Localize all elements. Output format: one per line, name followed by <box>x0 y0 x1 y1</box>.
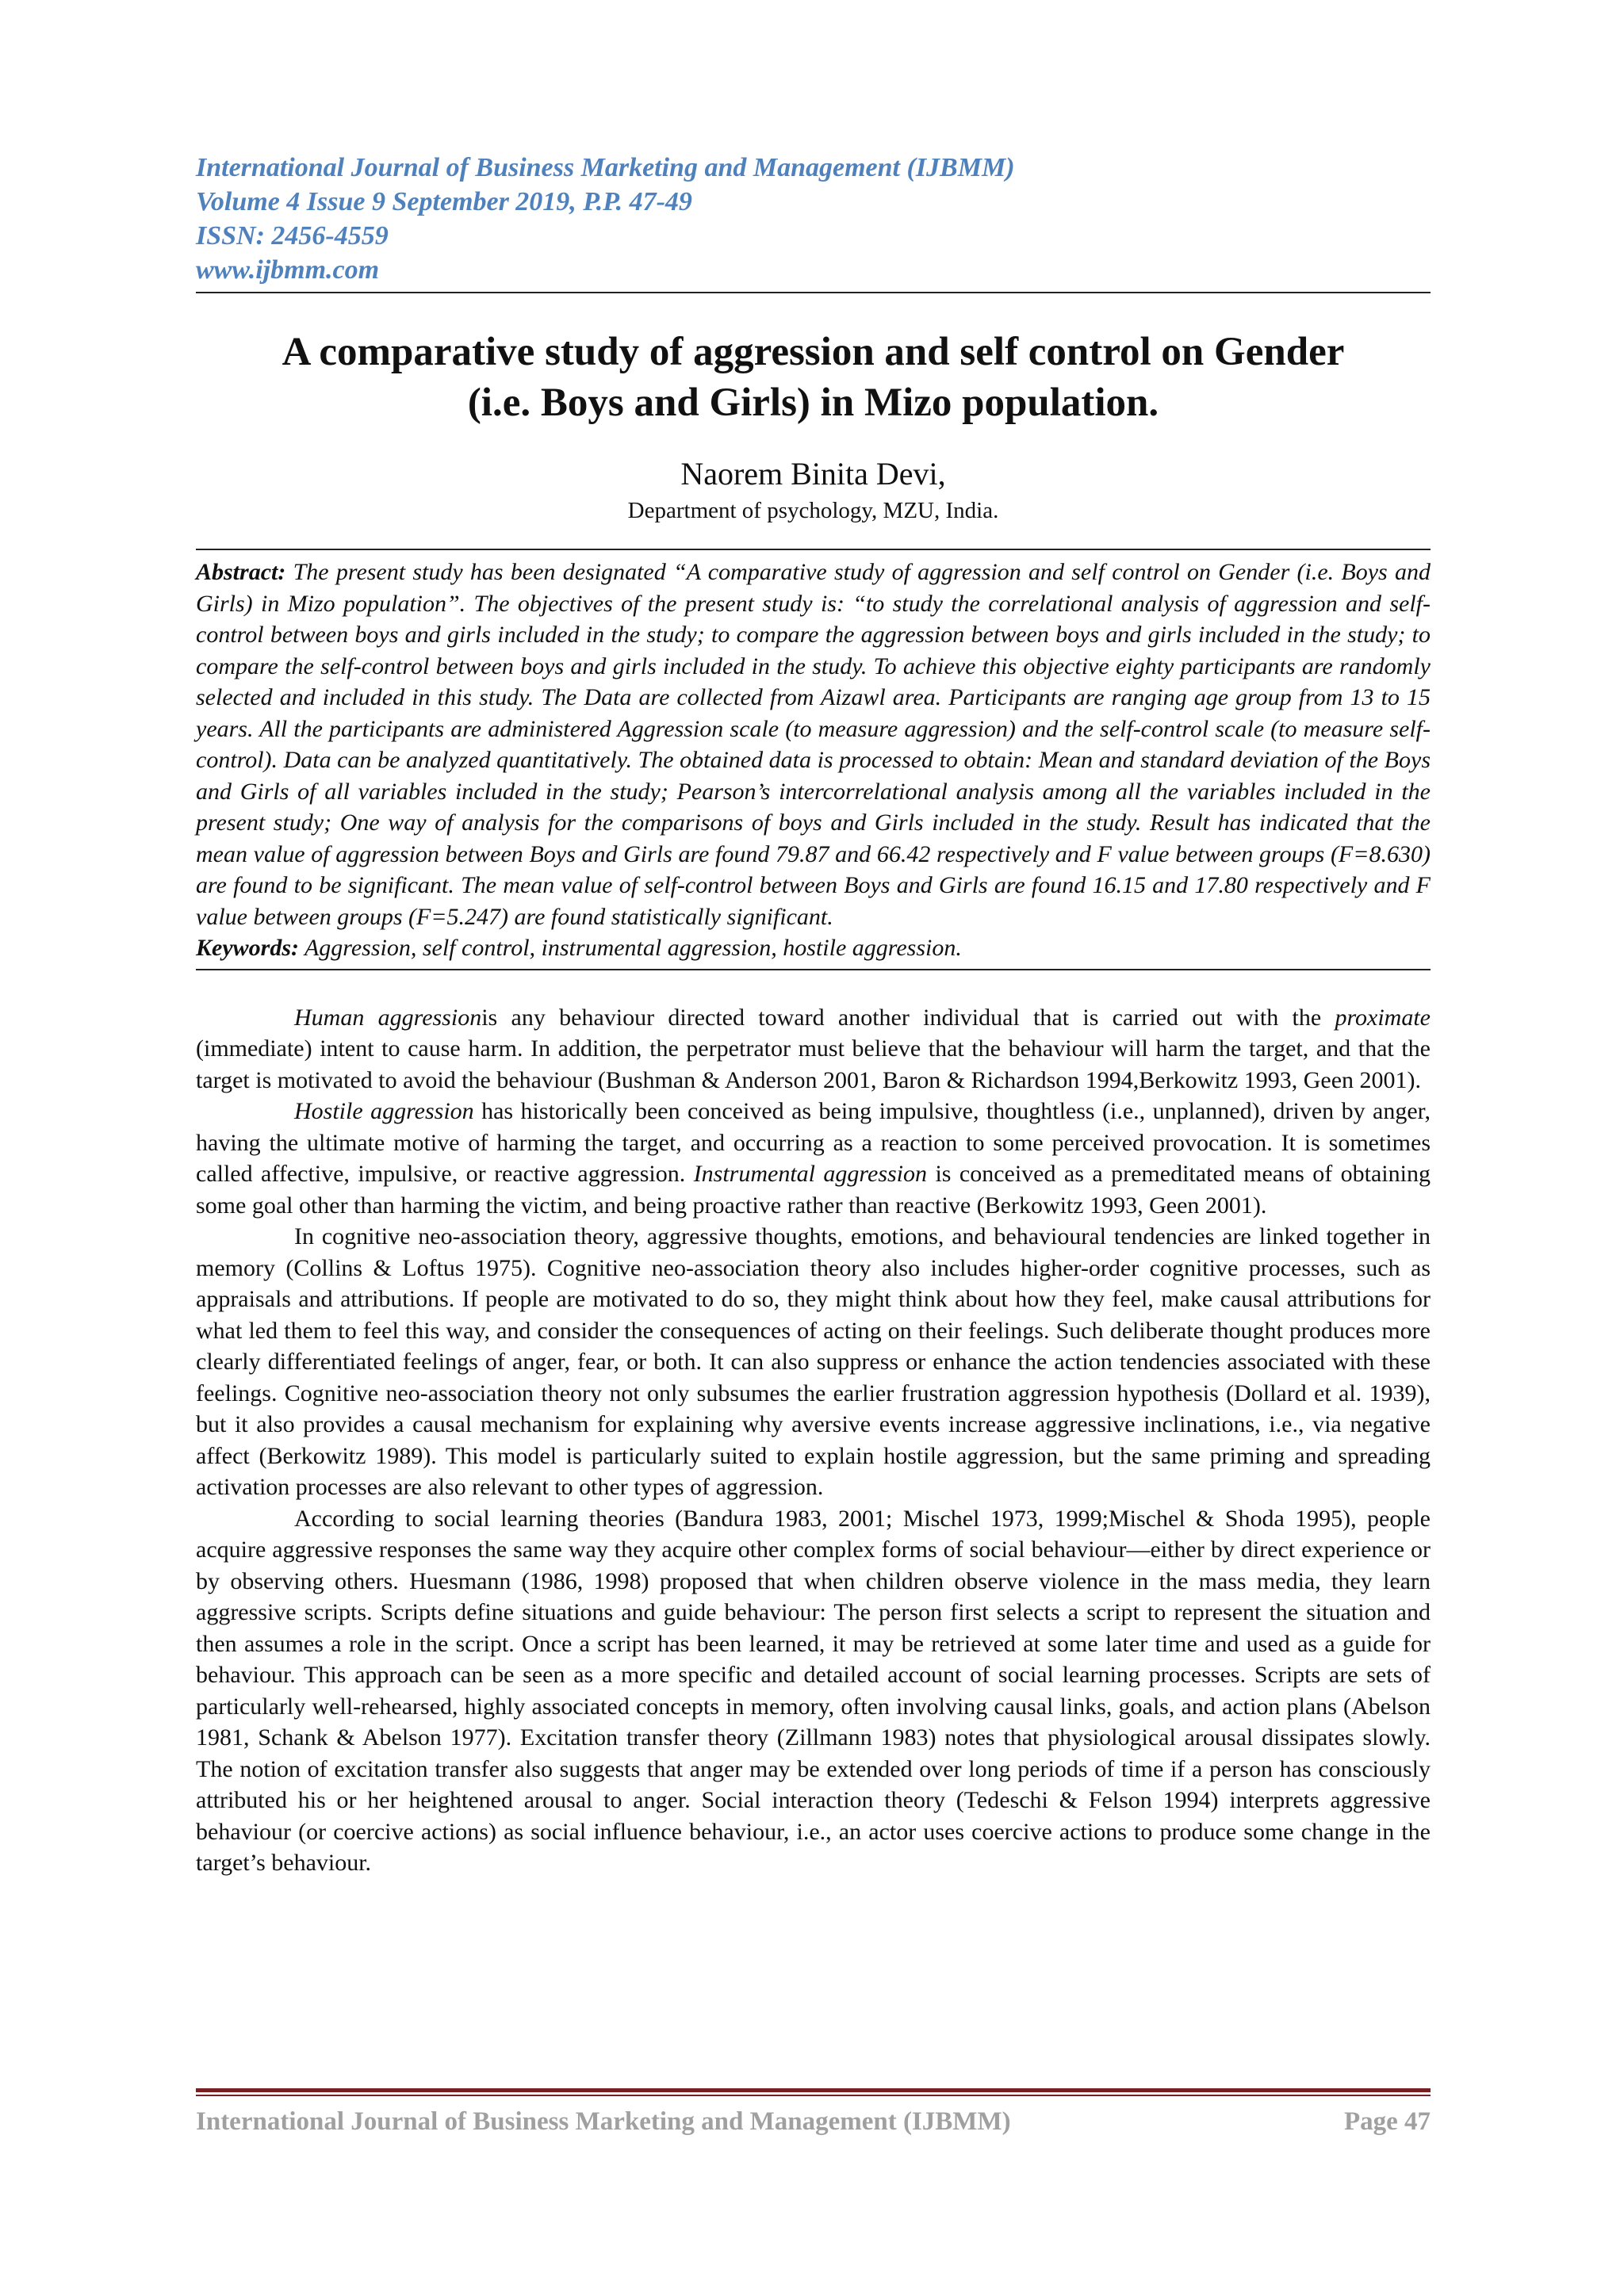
header-divider <box>196 292 1431 293</box>
abstract-label: Abstract: <box>196 559 286 585</box>
title-line-2: (i.e. Boys and Girls) in Mizo population. <box>467 381 1159 425</box>
author-name: Naorem Binita Devi, <box>680 456 946 492</box>
paragraph-text: is conceived as a premeditated means of obtaining some goal other than harming the victim, and being proactive rather than reactive (Berkowitz 1993, Geen 2001). <box>196 1161 1431 1219</box>
term-proximate: proximate <box>1335 1004 1431 1031</box>
term-instrumental-aggression: Instrumental aggression <box>693 1161 927 1187</box>
term-human-aggression: Human aggression <box>294 1004 482 1031</box>
keywords-text: Aggression, self control, instrumental aggression, hostile aggression. <box>299 935 962 961</box>
author-affiliation: Department of psychology, MZU, India. <box>627 498 999 523</box>
footer-divider <box>196 2088 1431 2096</box>
page-number: Page 47 <box>1343 2107 1431 2136</box>
title-line-1: A comparative study of aggression and self control on Gender <box>282 330 1345 374</box>
journal-url[interactable]: www.ijbmm.com <box>196 255 380 285</box>
body-paragraph-3: In cognitive neo-association theory, aggressive thoughts, emotions, and behavioural tendencies are linked together in memory (Collins & Loftus 1975). Cognitive neo-association theory also includes higher-order cognitive processes, such as appraisals and attributions. If people are motivated to do so, they might think about how they feel, make causal attributions for what led them to feel this way, and consider the consequences of acting on their feelings. Such deliberate thought produces more clearly differentiated feelings of anger, fear, or both. It can also suppress or enhance the action tendencies associated with these feelings. Cognitive neo-association theory not only subsumes the earlier frustration aggression hypothesis (Dollard et al. 1939), but it also provides a causal mechanism for explaining why aversive events increase aggressive inclinations, i.e., via negative affect (Berkowitz 1989). This model is particularly suited to explain hostile aggression, but the same priming and spreading activation processes are also relevant to other types of aggression. <box>196 1223 1431 1500</box>
body-paragraph-1 <box>196 1002 1431 1096</box>
abstract-text: The present study has been designated “A comparative study of aggression and self control on Gender (i.e. Boys and Girls) in Mizo population”. The objectives of the present study is: “to study the correlational analysis of aggression and self-control between boys and girls included in the study; to compare the aggression between boys and girls included in the study; to compare the self-control between boys and girls included in the study. To achieve this objective eighty participants are randomly selected and included in this study. The Data are collected from Aizawl area. Participants are ranging age group from 13 to 15 years. All the participants are administered Aggression scale (to measure aggression) and the self-control scale (to measure self-control). Data can be analyzed quantitatively. The obtained data is processed to obtain: Mean and standard deviation of the Boys and Girls of all variables included in the study; Pearson’s intercorrelational analysis among all the variables included in the present study; One way of analysis for the comparisons of boys and Girls included in the study. Result has indicated that the mean value of aggression between Boys and Girls are found 79.87 and 66.42 respectively and F value between groups (F=8.630) are found to be significant. The mean value of self-control between Boys and Girls are found 16.15 and 17.80 respectively and F value between groups (F=5.247) are found statistically significant. <box>196 559 1431 930</box>
paragraph-text: has historically been conceived as being impulsive, thoughtless (i.e., unplanned), driven by anger, having the ultimate motive of harming the target, and occurring as a reaction to some perceived provocation. It is sometimes called affective, impulsive, or reactive aggression. <box>196 1098 1431 1187</box>
paragraph-text: is any behaviour directed toward another individual that is carried out with the <box>481 1004 1335 1031</box>
body-paragraph-4: According to social learning theories (Bandura 1983, 2001; Mischel 1973, 1999;Mischel & Shoda 1995), people acquire aggressive responses the same way they acquire other complex forms of social behaviour—either by direct experience or by observing others. Huesmann (1986, 1998) proposed that when children observe violence in the mass media, they learn aggressive scripts. Scripts define situations and guide behaviour: The person first selects a script to represent the situation and then assumes a role in the script. Once a script has been learned, it may be retrieved at some later time and used as a guide for behaviour. This approach can be seen as a more specific and detailed account of social learning processes. Scripts are sets of particularly well-rehearsed, highly associated concepts in memory, often involving causal links, goals, and action plans (Abelson 1981, Schank & Abelson 1977). Excitation transfer theory (Zillmann 1983) notes that physiological arousal dissipates slowly. The notion of excitation transfer also suggests that anger may be extended over long periods of time if a person has consciously attributed his or her heightened arousal to anger. Social interaction theory (Tedeschi & Felson 1994) interprets aggressive behaviour (or coercive actions) as social influence behaviour, i.e., an actor uses coercive actions to produce some change in the target’s behaviour. <box>196 1505 1431 1876</box>
footer-journal-name: International Journal of Business Marketing and Management (IJBMM) <box>196 2107 1011 2136</box>
page-footer <box>196 2106 1431 2137</box>
journal-volume: Volume 4 Issue 9 September 2019, P.P. 47-49 <box>196 187 692 216</box>
paper-title <box>196 327 1431 428</box>
journal-issn: ISSN: 2456-4559 <box>196 221 389 251</box>
keywords-paragraph <box>196 932 1431 964</box>
keywords-label: Keywords: <box>196 935 299 961</box>
term-hostile-aggression: Hostile aggression <box>294 1098 474 1124</box>
journal-header <box>196 151 1431 287</box>
paper-page <box>196 151 1431 1879</box>
body-text <box>196 1002 1431 1879</box>
abstract-paragraph <box>196 557 1431 932</box>
abstract-section <box>196 549 1431 970</box>
journal-name: International Journal of Business Marketing and Management (IJBMM) <box>196 153 1015 182</box>
body-paragraph-2 <box>196 1096 1431 1221</box>
paragraph-text: (immediate) intent to cause harm. In addition, the perpetrator must believe that the behaviour will harm the target, and that the target is motivated to avoid the behaviour (Bushman & Anderson 2001, Baron & Richardson 1994,Berkowitz 1993, Geen 2001). <box>196 1035 1431 1093</box>
